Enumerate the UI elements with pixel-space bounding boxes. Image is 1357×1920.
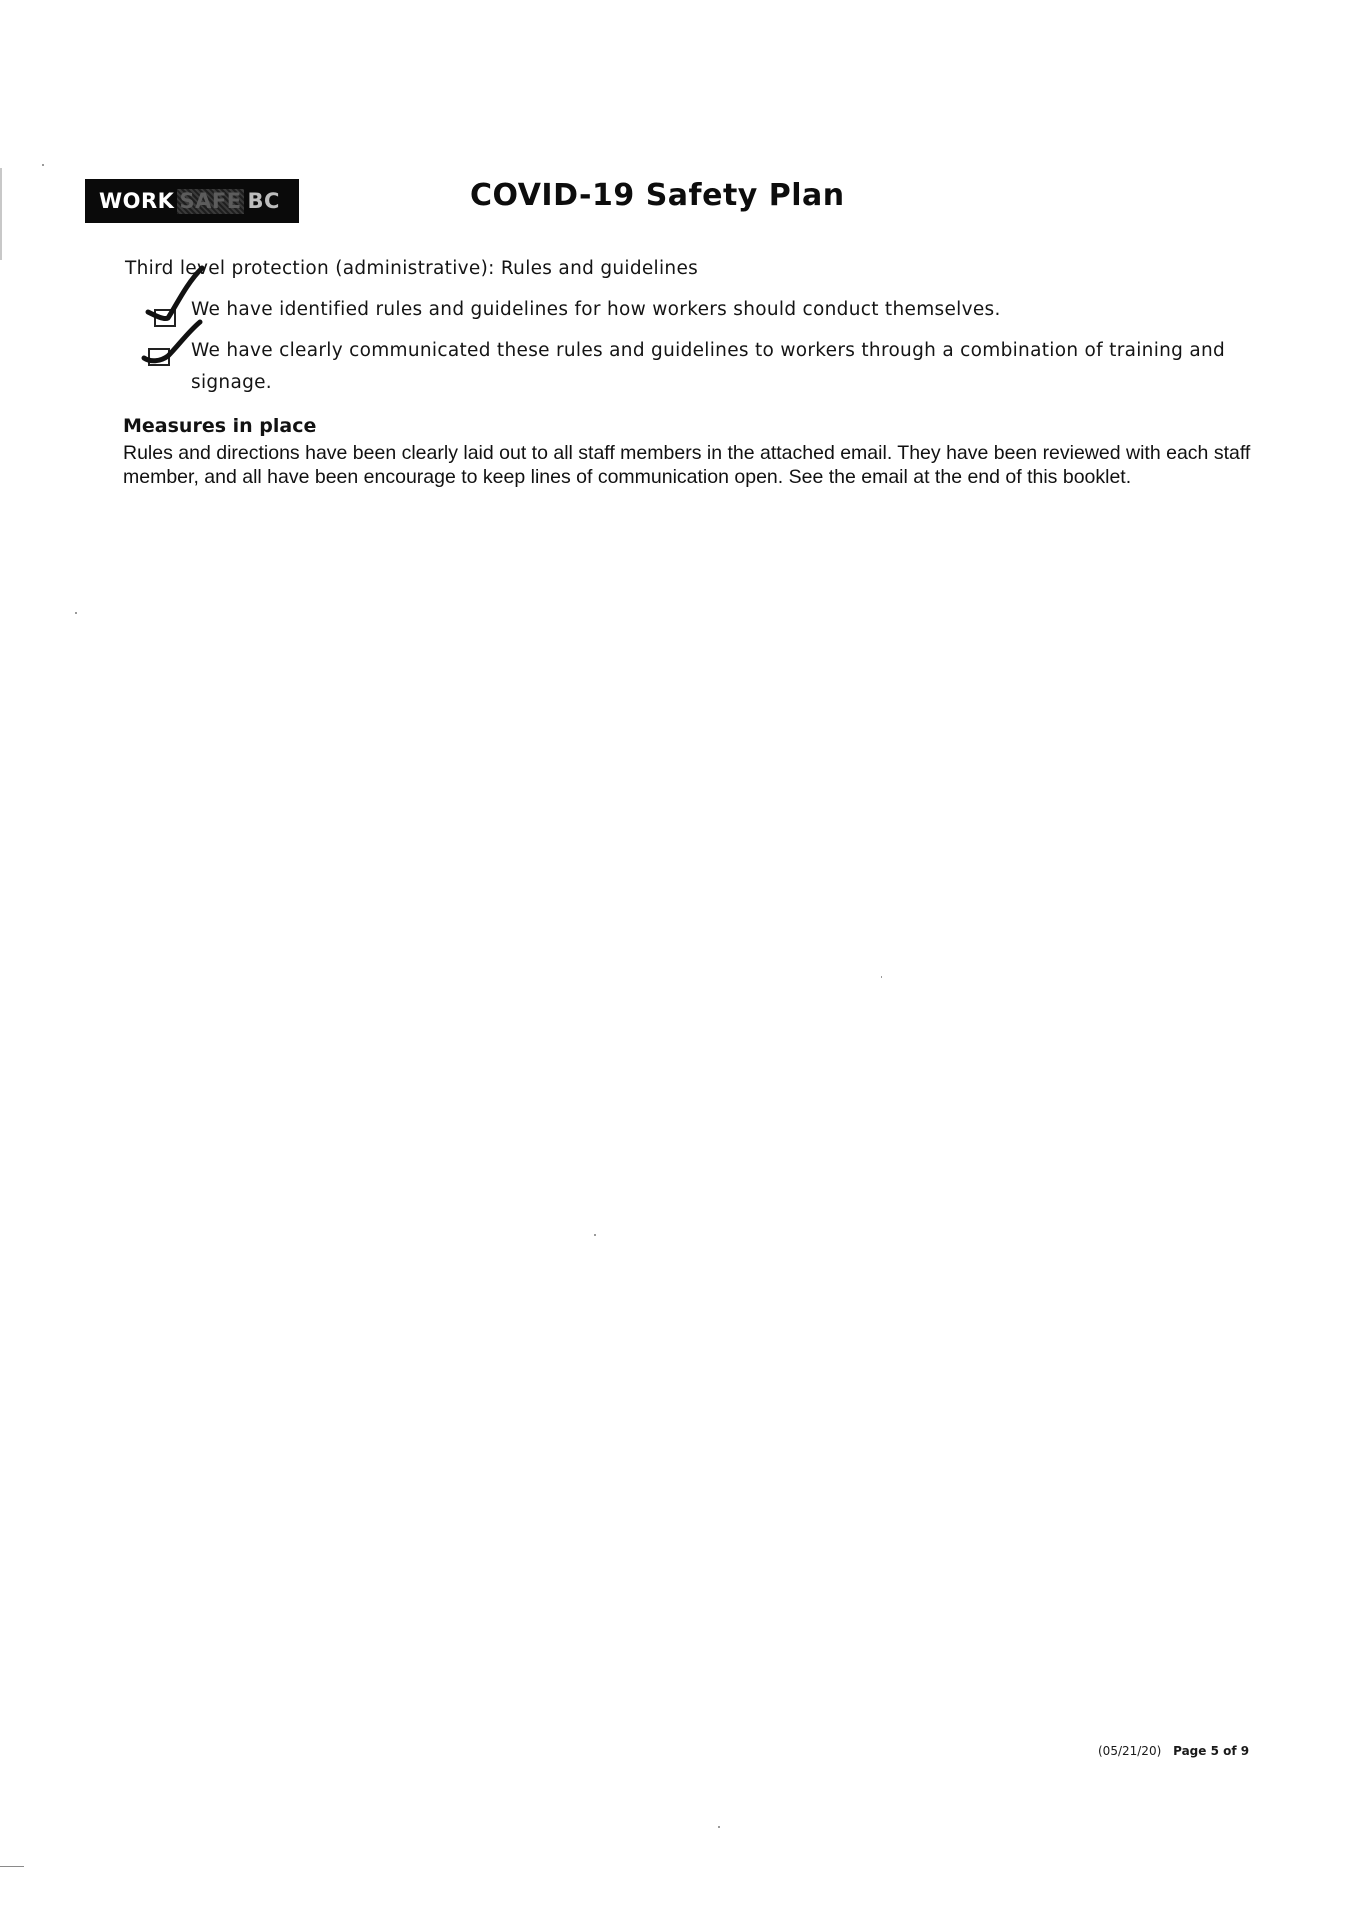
scan-artifact <box>594 1234 596 1236</box>
checklist-item-2: We have clearly communicated these rules and guidelines to workers through a combination of training and signage. <box>191 340 1226 393</box>
section-heading: Third level protection (administrative): Rules and guidelines <box>125 258 699 279</box>
page-footer <box>1098 1744 1249 1758</box>
worksafebc-logo <box>85 179 299 223</box>
page-title: COVID-19 Safety Plan <box>470 178 845 213</box>
checkbox-identified-rules[interactable] <box>154 309 176 327</box>
scan-artifact <box>0 168 2 260</box>
logo-text-bc: BC <box>247 188 280 213</box>
checklist-item-1: We have identified rules and guidelines for how workers should conduct themselves. <box>191 299 1001 320</box>
footer-date: (05/21/20) <box>1098 1744 1162 1758</box>
footer-page-number: Page 5 of 9 <box>1173 1744 1250 1758</box>
scan-artifact <box>75 612 77 614</box>
measures-body: Rules and directions have been clearly laid out to all staff members in the attached email. They have been reviewed with each staff member, and all have been encourage to keep lines of communication open. See the email at the end of this booklet. <box>123 442 1251 488</box>
logo-text-work: WORK <box>99 188 175 213</box>
scan-artifact <box>881 976 882 978</box>
scan-artifact <box>718 1826 720 1828</box>
checkbox-communicated-rules[interactable] <box>148 348 170 366</box>
scan-artifact <box>42 164 44 166</box>
scan-artifact <box>0 1866 24 1867</box>
measures-heading: Measures in place <box>123 415 317 437</box>
logo-text-safe: SAFE <box>179 188 242 213</box>
